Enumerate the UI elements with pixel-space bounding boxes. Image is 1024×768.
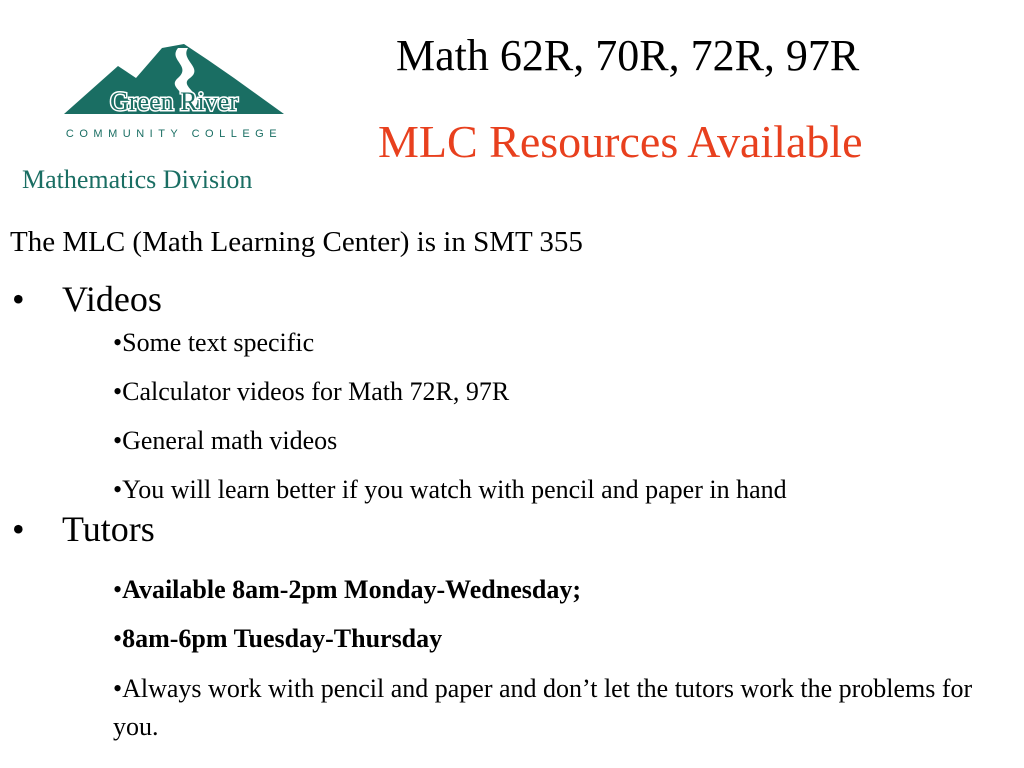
bullet-marker: • [113,575,123,604]
intro-text: The MLC (Math Learning Center) is in SMT 355 [10,226,583,258]
bullet-marker: • [113,674,123,703]
list-item [113,426,337,456]
bullet-marker: • [113,377,123,406]
bullet-marker: • [113,426,123,455]
list-item-text: Calculator videos for Math 72R, 97R [122,377,510,406]
list-item [113,670,1013,746]
division-label: Mathematics Division [22,165,253,194]
list-item [113,328,314,358]
list-item-text: Always work with pencil and paper and don’t let the tutors work the problems for you. [113,674,973,741]
bullet-tutors [12,508,155,550]
list-item [113,475,787,505]
list-item [113,377,509,407]
logo-wordmark: Green River [110,87,238,116]
bullet-marker: • [12,279,25,319]
bullet-videos [12,278,162,320]
page-subtitle: MLC Resources Available [378,116,863,167]
list-item [113,575,581,605]
bullet-videos-label: Videos [62,279,162,319]
green-river-logo [58,40,290,144]
list-item [113,624,442,654]
page-title: Math 62R, 70R, 72R, 97R [396,31,860,80]
list-item-text: 8am-6pm Tuesday-Thursday [122,624,443,653]
list-item-text: You will learn better if you watch with pencil and paper in hand [122,475,787,504]
bullet-marker: • [12,509,25,549]
list-item-text: General math videos [122,426,338,455]
list-item-text: Some text specific [122,328,315,357]
bullet-marker: • [113,624,123,653]
logo-tagline: COMMUNITY COLLEGE [65,128,283,140]
bullet-tutors-label: Tutors [62,509,155,549]
list-item-text: Available 8am-2pm Monday-Wednesday; [122,575,581,604]
bullet-marker: • [113,328,123,357]
bullet-marker: • [113,475,123,504]
